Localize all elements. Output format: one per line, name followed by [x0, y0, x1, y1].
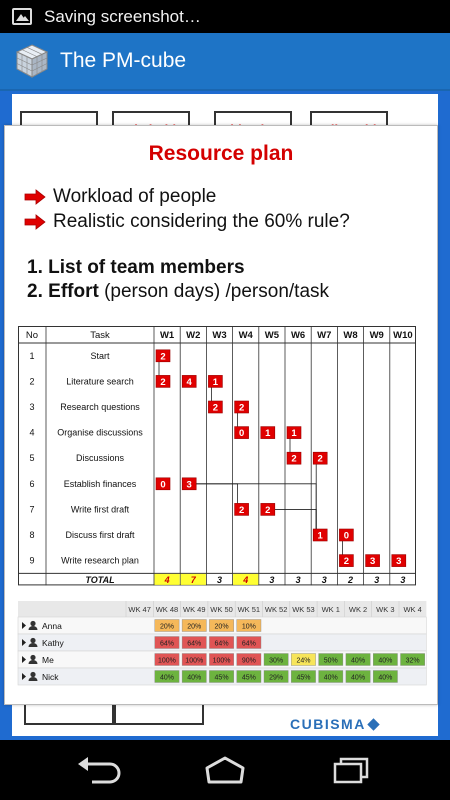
- gantt-svg: [18, 326, 426, 585]
- gantt-total-value: 4: [243, 574, 249, 585]
- gantt-effort-value: 2: [160, 351, 166, 363]
- item-bold-text: Effort: [48, 281, 99, 302]
- resource-load-value: 40%: [323, 674, 338, 682]
- resource-load-value: 40%: [351, 657, 366, 665]
- gantt-effort-value: 2: [343, 556, 350, 568]
- resource-person-name: Nick: [42, 672, 59, 682]
- resource-load-value: 40%: [187, 674, 202, 682]
- gantt-task-number: 8: [29, 530, 35, 540]
- person-icon: [30, 638, 35, 643]
- image-icon: [12, 8, 32, 25]
- resource-week-header: WK 4: [403, 605, 422, 614]
- resource-load-value: 20%: [187, 623, 202, 631]
- resource-week-header: WK 52: [264, 605, 288, 614]
- gantt-column-header: W1: [159, 330, 175, 341]
- resource-load-value: 24%: [296, 657, 311, 665]
- gantt-task-number: 5: [29, 453, 35, 464]
- gantt-task-number: 9: [29, 555, 35, 566]
- resource-week-header: WK 3: [376, 605, 395, 614]
- item-number: 1.: [27, 257, 43, 278]
- gantt-effort-value: 2: [160, 376, 166, 388]
- gantt-total-value: 3: [374, 574, 380, 585]
- numbered-item: [27, 281, 329, 303]
- resource-plan-slide: [4, 125, 438, 705]
- item-bold-text: List of team members: [48, 257, 245, 278]
- slide-title: Resource plan: [148, 142, 294, 165]
- resource-load-value: 32%: [405, 657, 420, 665]
- gantt-task-number: 2: [29, 376, 35, 387]
- cubisma-cube-icon: [367, 718, 379, 730]
- resource-load-value: 100%: [157, 657, 176, 665]
- resource-load-value: 64%: [187, 640, 202, 648]
- content-area: [0, 91, 450, 740]
- gantt-effort-value: 0: [160, 479, 166, 491]
- gantt-effort-value: 0: [238, 428, 245, 440]
- resource-load-value: 29%: [269, 674, 284, 682]
- gantt-task-name: Discussions: [75, 453, 125, 464]
- bullet-text: Realistic considering the 60% rule?: [53, 211, 350, 232]
- person-icon: [30, 655, 35, 660]
- resource-load-value: 45%: [241, 674, 256, 682]
- gantt-task-name: Start: [90, 350, 110, 361]
- gantt-task-name: Organise discussions: [57, 427, 143, 438]
- gantt-task-number: 6: [29, 478, 35, 489]
- gantt-effort-value: 1: [212, 376, 219, 388]
- person-icon: [30, 621, 35, 626]
- resource-load-svg: [18, 601, 426, 691]
- gantt-task-name: Research questions: [60, 402, 140, 412]
- gantt-chart: [18, 326, 426, 585]
- gantt-column-header: W8: [343, 330, 358, 341]
- gantt-total-value: 2: [347, 574, 354, 585]
- gantt-effort-value: 2: [265, 504, 271, 516]
- gantt-effort-value: 3: [186, 479, 192, 491]
- gantt-effort-value: 2: [238, 504, 245, 516]
- gantt-total-value: 7: [190, 574, 196, 585]
- numbered-item: [27, 257, 245, 279]
- gantt-task-number: 3: [29, 402, 35, 412]
- back-icon[interactable]: [72, 754, 128, 786]
- gantt-effort-value: 4: [186, 376, 192, 388]
- red-arrow-icon: [25, 215, 45, 229]
- gantt-total-value: 3: [400, 574, 406, 585]
- resource-load-value: 64%: [214, 640, 229, 648]
- gantt-total-label: TOTAL: [85, 574, 115, 585]
- resource-load-value: 20%: [159, 623, 174, 631]
- person-icon: [30, 672, 35, 677]
- gantt-task-number: 4: [29, 427, 35, 438]
- bullet-item: [25, 211, 350, 233]
- resource-load-value: 100%: [212, 657, 231, 665]
- gantt-column-header: No: [25, 330, 39, 341]
- gantt-effort-value: 2: [238, 402, 245, 414]
- resource-week-header: WK 48: [155, 605, 179, 614]
- status-bar: [0, 0, 450, 33]
- home-icon[interactable]: [197, 754, 253, 786]
- resource-week-header: WK 1: [321, 605, 340, 614]
- red-arrow-icon: [25, 190, 45, 204]
- gantt-column-header: W2: [186, 330, 201, 341]
- gantt-task-name: Establish finances: [63, 478, 137, 489]
- gantt-effort-value: 2: [317, 453, 323, 465]
- resource-person-name: Me: [42, 655, 54, 665]
- resource-load-value: 100%: [185, 657, 204, 665]
- bullet-text: Workload of people: [53, 186, 217, 207]
- resource-load-value: 40%: [378, 657, 393, 665]
- item-text: (person days) /person/task: [98, 281, 330, 302]
- resource-load-value: 64%: [159, 640, 174, 648]
- gantt-task-number: 7: [29, 504, 35, 515]
- gantt-effort-value: 1: [291, 428, 297, 440]
- resource-week-header: WK 2: [348, 605, 368, 614]
- resource-load-value: 45%: [214, 674, 229, 682]
- gantt-total-value: 4: [164, 574, 170, 585]
- resource-load-value: 50%: [323, 657, 338, 665]
- gantt-task-name: Write research plan: [61, 555, 139, 566]
- resource-load-value: 20%: [214, 623, 229, 631]
- notification-text: Saving screenshot…: [44, 6, 201, 26]
- navigation-bar: [0, 740, 450, 800]
- resource-person-name: Anna: [42, 621, 62, 631]
- gantt-column-header: W9: [369, 330, 384, 341]
- resource-week-header: WK 47: [128, 605, 151, 614]
- gantt-task-name: Write first draft: [70, 504, 130, 515]
- gantt-effort-value: 0: [343, 530, 350, 542]
- resource-week-header: WK 49: [182, 605, 206, 614]
- gantt-total-value: 3: [269, 574, 275, 585]
- resource-week-header: WK 53: [292, 605, 315, 614]
- resource-load-value: 45%: [296, 674, 311, 682]
- gantt-effort-value: 3: [396, 556, 402, 568]
- gantt-column-header: Task: [90, 330, 110, 341]
- resource-person-name: Kathy: [42, 638, 64, 648]
- action-bar: [0, 33, 450, 91]
- gantt-effort-value: 2: [291, 453, 297, 465]
- gantt-total-value: 3: [321, 574, 327, 585]
- resource-load-value: 64%: [241, 640, 256, 648]
- resource-week-header: WK 51: [237, 605, 261, 614]
- resource-load-value: 40%: [351, 674, 366, 682]
- resource-load-value: 40%: [159, 674, 174, 682]
- app-title: The PM-cube: [60, 49, 187, 72]
- gantt-task-name: Discuss first draft: [65, 530, 135, 540]
- resource-load-value: 10%: [241, 623, 256, 631]
- gantt-column-header: W10: [393, 330, 413, 341]
- resource-load-table: [18, 601, 426, 691]
- gantt-total-value: 3: [216, 574, 223, 585]
- brand-text: CUBISMA: [290, 716, 366, 732]
- pm-cube-logo-icon[interactable]: [14, 43, 50, 79]
- gantt-column-header: W6: [290, 330, 306, 341]
- gantt-effort-value: 3: [369, 556, 376, 568]
- gantt-column-header: W7: [317, 330, 332, 341]
- resource-load-value: 40%: [378, 674, 393, 682]
- gantt-effort-value: 1: [265, 428, 271, 440]
- resource-load-value: 90%: [241, 657, 256, 665]
- resource-load-value: 30%: [269, 657, 284, 665]
- gantt-effort-value: 2: [212, 402, 219, 414]
- gantt-task-name: Literature search: [66, 376, 134, 387]
- gantt-effort-value: 1: [317, 530, 323, 542]
- gantt-total-value: 3: [295, 574, 301, 585]
- cubisma-logo: [290, 716, 379, 732]
- gantt-column-header: W4: [238, 330, 253, 341]
- bullet-item: [25, 186, 216, 208]
- item-number: 2.: [27, 281, 43, 302]
- gantt-column-header: W5: [264, 330, 280, 341]
- resource-week-header: WK 50: [210, 605, 233, 614]
- gantt-task-number: 1: [29, 350, 35, 361]
- gantt-column-header: W3: [212, 330, 227, 341]
- recents-icon[interactable]: [324, 754, 380, 786]
